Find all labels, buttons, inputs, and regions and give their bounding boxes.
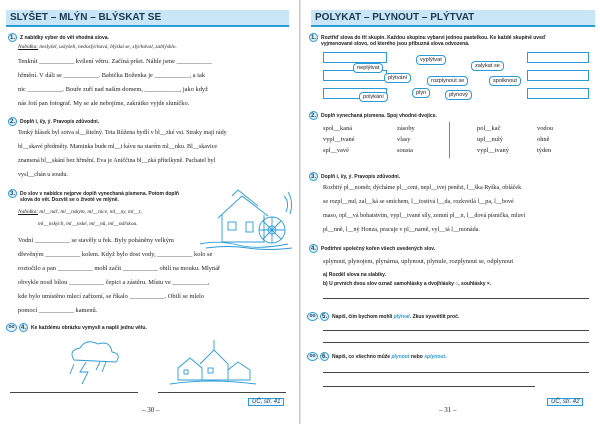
word-tile[interactable]: neplýtvat bbox=[353, 63, 383, 73]
exercise-1-offer: Nabídka: neslyšel, uslyšeli, nedoslýchavá, blýská se, slýchával, zablýsklo. bbox=[18, 44, 177, 50]
answer-line[interactable] bbox=[323, 372, 589, 373]
column-a: spol__kaná vypl__tvané spl__vavé bbox=[323, 125, 355, 154]
exercise-3-line[interactable]: se rozpl__nul, zal__ká se smíchem, l__tostivá l__da, rozkvetlá l__pa, l__bové bbox=[323, 199, 514, 205]
answer-box[interactable] bbox=[527, 70, 589, 81]
exercise-1-line[interactable]: Tenkrát ___________ kvílení větru. Začíná pršet. Náhle jsme ___________ bbox=[18, 58, 212, 65]
column-b: zásoby vlasy sousta bbox=[397, 125, 415, 154]
word-tile[interactable]: rozplynout se bbox=[427, 76, 468, 86]
exercise-3-task: 3. Do slov v nabídce nejprve doplň vynechaná písmena. Potom doplň bbox=[9, 190, 179, 197]
answer-line[interactable] bbox=[10, 392, 138, 393]
exercise-3-offer: Nabídka: ml__nář, ml__nským, ml__nice, ml__ny, ml__t, bbox=[18, 209, 142, 215]
exercise-2-line[interactable]: vysl__chán u soudu. bbox=[18, 172, 68, 178]
exercise-3-offer-cont[interactable]: ml__nských, ml__nské, ml__nů, ml__nářskou. bbox=[38, 221, 138, 227]
exercise-3-line[interactable]: obvykle nosil bílou ___________ čepici a zástěru. Místu ve ___________, bbox=[18, 279, 210, 286]
textbook-reference: UČ, str. 41 bbox=[248, 398, 284, 406]
word-tile[interactable]: plynový bbox=[445, 90, 472, 100]
exercise-3-line[interactable]: kde bylo umístěno mlecí zařízení, se říkalo ___________. Obilí se mlelo bbox=[18, 293, 204, 300]
village-illustration bbox=[170, 338, 256, 386]
answer-line[interactable] bbox=[158, 392, 286, 393]
word-tile[interactable]: spolknout bbox=[489, 76, 521, 86]
answer-box[interactable] bbox=[527, 52, 589, 63]
exercise-4-task: 4. Podtrhni společný kořen všech uvedených slov. bbox=[310, 245, 436, 252]
exercise-2-line[interactable]: Tenký hlásek byl sotva sl__šitelný. Teta Růžena bydlí v bl__zké vsi. Straky mají rády bbox=[18, 130, 227, 136]
exercise-4-subtask-a: a) Rozděl slova na slabiky. bbox=[323, 272, 386, 278]
exercise-3-line[interactable]: Rozbitý pl__noměr, dýcháme pl__ceni, nepl__tvej penězi, l__ška Ryška, obláček bbox=[323, 185, 522, 191]
exercise-1-task: 1. Roztřiď slova do tří skupin. Každou skupinu vybarvi jednou pastelkou. Ke každé skupině uveď bbox=[310, 34, 546, 41]
word-tile[interactable]: plýtvání bbox=[384, 73, 411, 83]
exercise-4-words[interactable]: splynout, plynojem, plynárna, uplynout, plynule, rozplynout se, odplynout bbox=[323, 258, 514, 265]
textbook-reference: UČ, str. 42 bbox=[547, 398, 583, 406]
answer-line[interactable] bbox=[323, 342, 589, 343]
exercise-3-task: 3. Doplň i, í/y, ý. Pravopis zdůvodni. bbox=[310, 173, 401, 180]
page-number: – 31 – bbox=[439, 406, 457, 414]
answer-line[interactable] bbox=[323, 386, 535, 387]
exercise-6-task: oo 6. Napiš, co všechno může plynout nebo splynout. bbox=[307, 352, 447, 361]
exercise-3-line[interactable]: roztočilo a pan ___________ mohl začít ___________ obilí na mouku. Mlynář bbox=[18, 265, 221, 272]
word-tile[interactable]: plyn bbox=[412, 88, 430, 98]
column-divider bbox=[449, 122, 450, 158]
exercise-1-line[interactable]: nic ___________. Bouře zuří nad naším domem, ___________, jako když bbox=[18, 86, 208, 93]
exercise-1-line: nás fotí pan fotograf. My se ale nebojíme, zakrátko vyjde sluníčko. bbox=[18, 100, 190, 107]
exercise-number: 1. bbox=[9, 35, 15, 41]
page-title: POLYKAT – PLYNOUT – PLÝTVAT bbox=[311, 10, 595, 27]
answer-line[interactable] bbox=[323, 330, 589, 331]
exercise-2-line[interactable]: znamená bl__skání bez hřmění. Eva je Aniččina bl__zká přítelkyně. Pachatel byl bbox=[18, 158, 216, 164]
exercise-1-line[interactable]: hřmění. V dáli se ___________. Babička Boženka je ___________, a tak bbox=[18, 72, 206, 79]
group-work-icon: oo bbox=[6, 323, 17, 332]
exercise-3-line[interactable]: pomocí ___________ kamenů. bbox=[18, 307, 98, 314]
exercise-4-task: oo 4. Ke každému obrázku vymysli a napiš jednu větu. bbox=[6, 323, 147, 332]
watermill-illustration bbox=[198, 188, 294, 250]
page-number: – 30 – bbox=[142, 406, 160, 414]
column-c: pol__kač upl__nulý vypl__tvaný bbox=[477, 125, 509, 154]
left-page bbox=[0, 0, 299, 424]
exercise-5-task: oo 5. Napiš, čím bychom mohli plýtvat. Zkus vysvětlit proč. bbox=[307, 312, 459, 321]
page-title: SLYŠET – MLÝN – BLÝSKAT SE bbox=[6, 10, 289, 27]
answer-box[interactable] bbox=[527, 88, 589, 99]
word-tile[interactable]: polykání bbox=[359, 92, 388, 102]
exercise-3-line[interactable]: maso, opl__vá bohatstvím, vypl__tvané síly, zemní pl__n, l__dová písnička, mluví bbox=[323, 213, 526, 219]
answer-box[interactable] bbox=[323, 52, 387, 63]
exercise-2-line[interactable]: bl__skavé předměty. Maminka bude ml__t kávu na starém ml__nku. Bl__skavice bbox=[18, 144, 218, 150]
exercise-3-line[interactable]: pl__nně, l__ný Honza, pracuje v pl__narně, vyl__tá l__monáda. bbox=[323, 227, 480, 233]
exercise-1-task-cont: vyjmenované slovo, od kterého jsou příbuzná slova odvozená. bbox=[321, 41, 470, 47]
exercise-3-line[interactable]: dřevěným ___________ kolem. Když bylo dost vody, ___________ kolo se bbox=[18, 251, 213, 258]
group-work-icon: oo bbox=[307, 312, 318, 321]
right-page bbox=[301, 0, 600, 424]
exercise-1-task: 1. Z nabídky vyber do vět vhodná slova. bbox=[9, 34, 109, 41]
word-tile[interactable]: vyplýtvat bbox=[416, 55, 446, 65]
exercise-3-task-cont: slova do vět. Dozvíš se o životě ve mlýně. bbox=[20, 197, 119, 203]
exercise-4-subtask-b: b) U prvních dvou slov označ samohlásky a dvojhlásky ○, souhlásky ×. bbox=[323, 281, 492, 287]
exercise-2-task: 2. Doplň vynechaná písmena. Spoj vhodné dvojice. bbox=[310, 112, 437, 119]
answer-line[interactable] bbox=[323, 298, 589, 299]
column-d: vodou ohně týden bbox=[537, 125, 553, 154]
group-work-icon: oo bbox=[307, 352, 318, 361]
exercise-3-line[interactable]: Vodní ___________ se stavěly u řek. Byly poháněny velkým bbox=[18, 237, 174, 244]
exercise-2-task: 2. Doplň i, í/y, ý. Pravopis zdůvodni. bbox=[9, 118, 100, 125]
storm-cloud-illustration bbox=[60, 338, 130, 386]
word-tile[interactable]: zalykat se bbox=[471, 61, 504, 71]
